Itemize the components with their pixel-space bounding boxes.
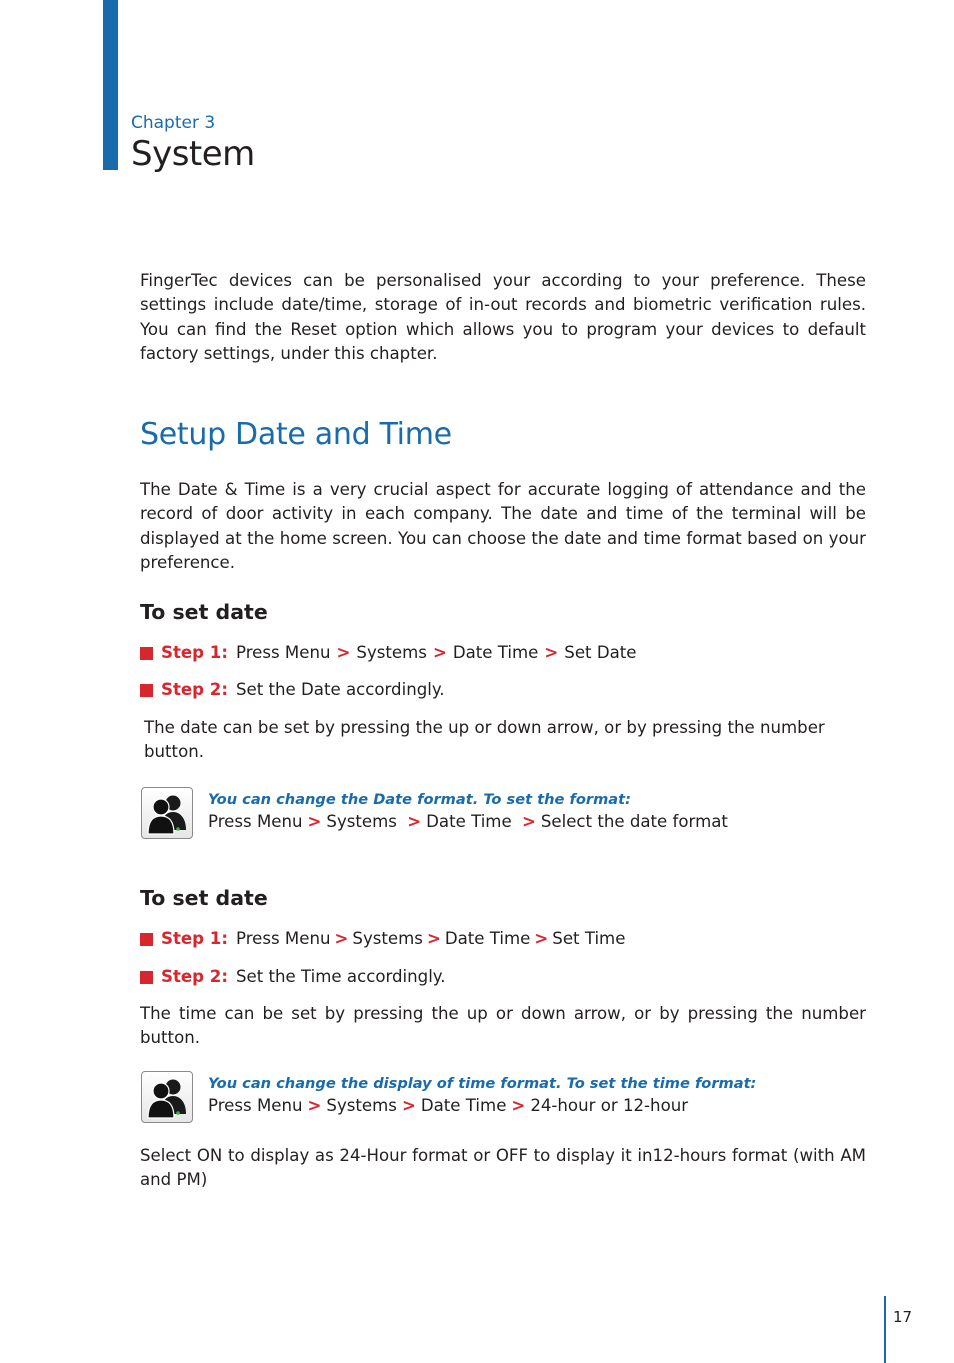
chapter-label: Chapter 3: [131, 113, 216, 133]
red-square-bullet-icon: [140, 971, 153, 984]
path-item: Press Menu: [235, 643, 331, 662]
path-item: Systems: [352, 929, 423, 948]
step-label: Step 1:: [161, 929, 228, 948]
step-text: Set the Date accordingly.: [235, 680, 445, 699]
path-item: Press Menu: [208, 812, 303, 831]
path-separator: >: [307, 1096, 322, 1115]
set-time-step-2: [140, 965, 446, 989]
path-separator: >: [307, 812, 322, 831]
section-description: The Date & Time is a very crucial aspect for accurate logging of attendance and the record of door activity in each company. The date and time of the terminal will be displayed at the home screen. You can choose the date and time format based on your preference.: [140, 480, 866, 572]
chapter-accent-bar: [103, 0, 118, 170]
set-time-note-lead: You can change the display of time format. To set the time format:: [208, 1075, 757, 1092]
path-separator: >: [544, 643, 559, 662]
set-date-note-lead: You can change the Date format. To set the format:: [208, 791, 631, 808]
set-time-note-path: [208, 1096, 688, 1115]
chapter-title: System: [131, 134, 255, 174]
path-item: Date Time: [452, 643, 539, 662]
path-item: Select the date format: [540, 812, 728, 831]
red-square-bullet-icon: [140, 933, 153, 946]
path-item: 24-hour or 12-hour: [530, 1096, 689, 1115]
path-item: Date Time: [426, 812, 512, 831]
red-square-bullet-icon: [140, 684, 153, 697]
path-separator: >: [407, 812, 422, 831]
section-title: Setup Date and Time: [140, 417, 452, 452]
path-separator: >: [334, 929, 349, 948]
path-item: Date Time: [420, 1096, 507, 1115]
path-item: Systems: [326, 1096, 397, 1115]
set-date-step-2: [140, 678, 445, 702]
path-item: Set Time: [552, 929, 626, 948]
path-item: Press Menu: [235, 929, 331, 948]
path-item: Systems: [326, 812, 397, 831]
set-date-note-path: [208, 812, 728, 831]
step-label: Step 2:: [161, 967, 228, 986]
closing-paragraph: Select ON to display as 24-Hour format or OFF to display it in12-hours format (with AM and PM): [140, 1146, 866, 1190]
intro-paragraph: FingerTec devices can be personalised your according to your preference. These settings include date/time, storage of in-out records and biometric verification rules. You can find the Reset option which allows you to program your devices to default factory settings, under this chapter.: [140, 271, 866, 363]
set-date-step-1: [140, 641, 636, 665]
path-separator: >: [534, 929, 549, 948]
set-time-heading: To set date: [140, 886, 268, 910]
page-number: 17: [893, 1308, 913, 1326]
path-separator: >: [511, 1096, 526, 1115]
path-separator: >: [521, 812, 536, 831]
red-square-bullet-icon: [140, 647, 153, 660]
path-item: Set Date: [564, 643, 637, 662]
step-label: Step 2:: [161, 680, 228, 699]
set-time-step-1: [140, 927, 625, 951]
users-icon: [141, 1071, 193, 1123]
set-date-heading: To set date: [140, 600, 268, 624]
path-separator: >: [336, 643, 351, 662]
step-label: Step 1:: [161, 643, 228, 662]
users-icon: [141, 787, 193, 839]
path-separator: >: [401, 1096, 416, 1115]
path-item: Press Menu: [208, 1096, 303, 1115]
path-separator: >: [426, 929, 441, 948]
footer-rule: [884, 1296, 886, 1363]
set-date-body: The date can be set by pressing the up or down arrow, or by pressing the number button.: [144, 718, 825, 762]
step-text: Set the Time accordingly.: [235, 967, 446, 986]
set-time-body: The time can be set by pressing the up or down arrow, or by pressing the number button.: [140, 1004, 866, 1048]
path-item: Systems: [356, 643, 427, 662]
path-separator: >: [432, 643, 447, 662]
path-item: Date Time: [444, 929, 531, 948]
